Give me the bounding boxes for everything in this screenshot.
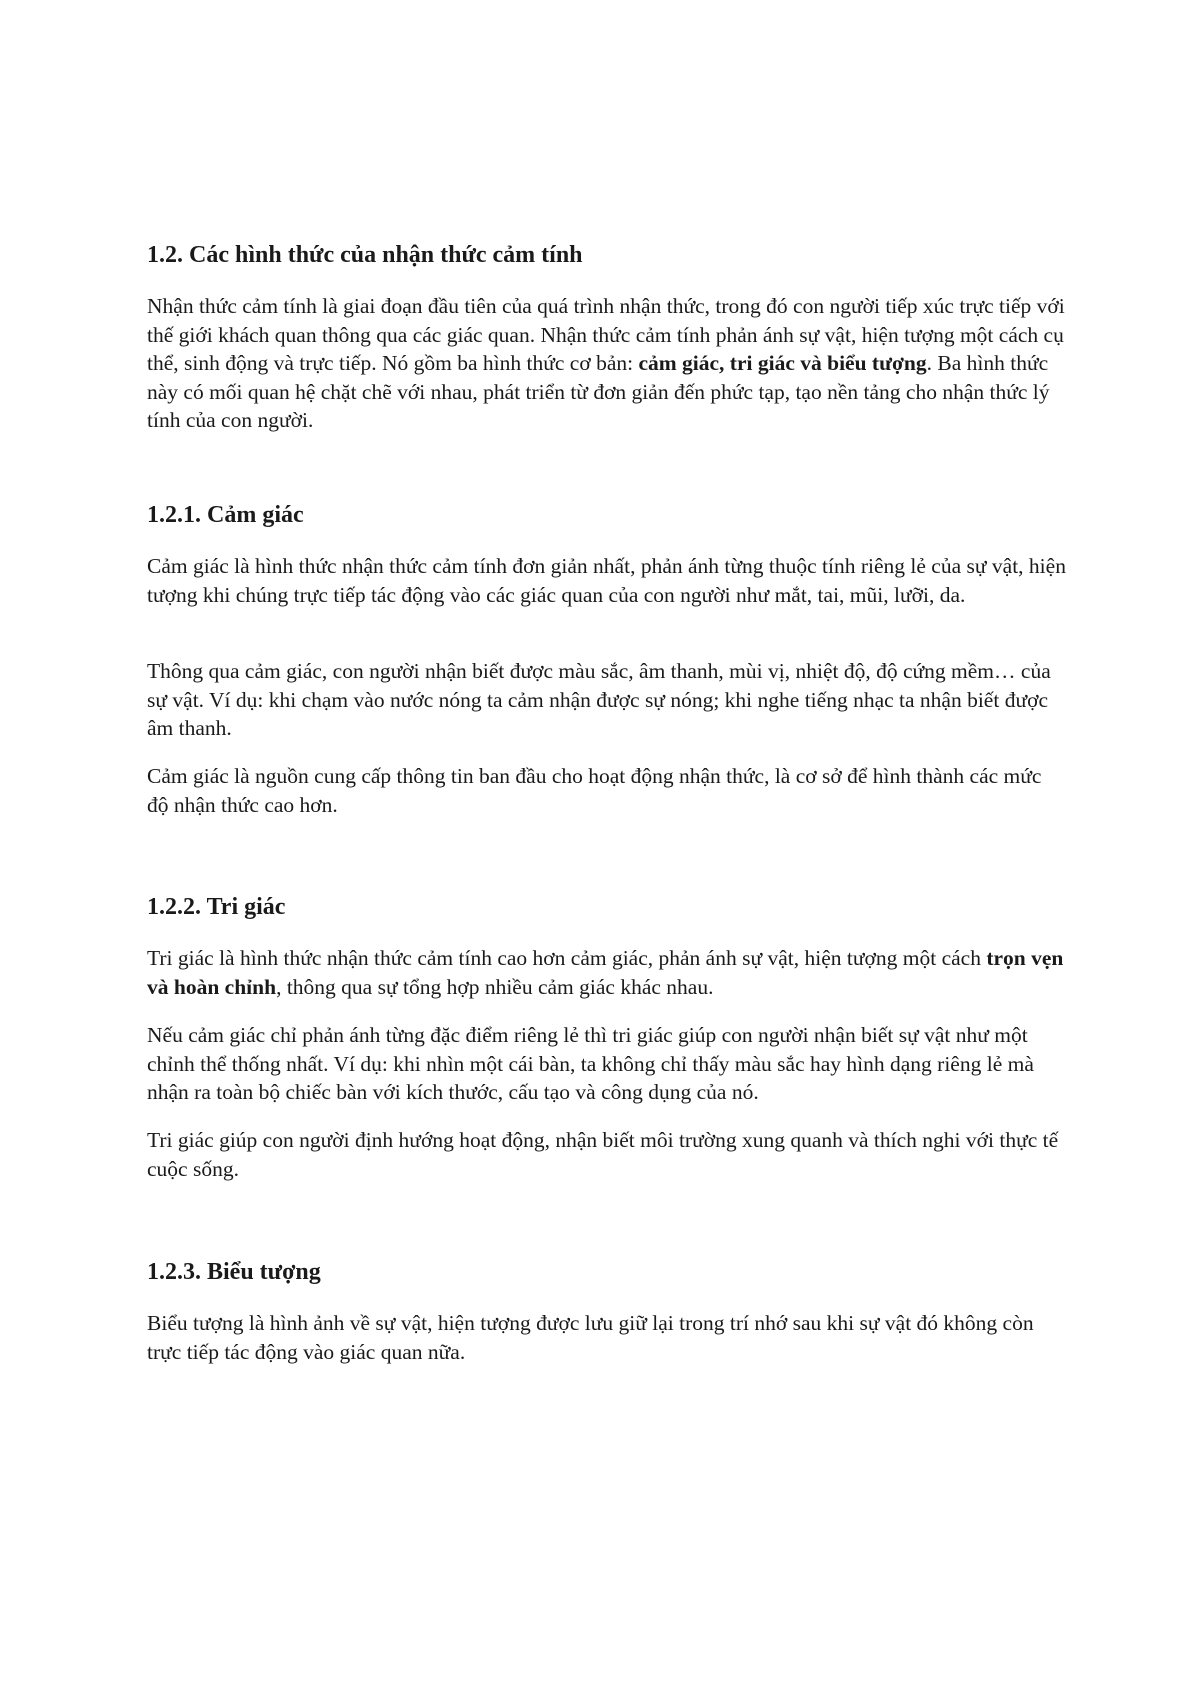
section-heading-1-2: 1.2. Các hình thức của nhận thức cảm tính	[147, 242, 583, 268]
paragraph: Nếu cảm giác chỉ phản ánh từng đặc điểm riêng lẻ thì tri giác giúp con người nhận biết sự vật như một chỉnh thể thống nhất. Ví dụ: khi nhìn một cái bàn, ta không chỉ thấy màu sắc hay hình dạng riêng lẻ mà nhận ra toàn bộ chiếc bàn với kích thước, cấu tạo và công dụng của nó.	[147, 1023, 1034, 1104]
paragraph-text: . Ba hình thức này có mối quan hệ chặt chẽ với nhau, phát triển từ đơn giản đến phức tạp, tạo nền tảng cho nhận thức lý tính của con người.	[147, 351, 1050, 432]
paragraph: Tri giác giúp con người định hướng hoạt động, nhận biết môi trường xung quanh và thích nghi với thực tế cuộc sống.	[147, 1128, 1059, 1181]
paragraph	[147, 944, 1067, 1001]
paragraph: Cảm giác là nguồn cung cấp thông tin ban đầu cho hoạt động nhận thức, là cơ sở để hình thành các mức độ nhận thức cao hơn.	[147, 764, 1042, 817]
paragraph	[147, 292, 1067, 435]
paragraph-text: Nhận thức cảm tính là giai đoạn đầu tiên của quá trình nhận thức, trong đó con người tiếp xúc trực tiếp với thế giới khách quan thông qua các giác quan. Nhận thức cảm tính phản ánh sự vật, hiện tượng một cách cụ thể, sinh động và trực tiếp. Nó gồm ba hình thức cơ bản:	[147, 294, 1065, 375]
paragraph-text: , thông qua sự tổng hợp nhiều cảm giác khác nhau.	[276, 974, 714, 999]
paragraph: Biểu tượng là hình ảnh về sự vật, hiện tượng được lưu giữ lại trong trí nhớ sau khi sự vật đó không còn trực tiếp tác động vào giác quan nữa.	[147, 1311, 1034, 1364]
section-heading-1-2-1: 1.2.1. Cảm giác	[147, 502, 304, 528]
section-heading-1-2-3: 1.2.3. Biểu tượng	[147, 1259, 321, 1285]
paragraph: Cảm giác là hình thức nhận thức cảm tính đơn giản nhất, phản ánh từng thuộc tính riêng lẻ của sự vật, hiện tượng khi chúng trực tiếp tác động vào các giác quan của con người như mắt, tai, mũi, lưỡi, da.	[147, 554, 1066, 607]
paragraph: Thông qua cảm giác, con người nhận biết được màu sắc, âm thanh, mùi vị, nhiệt độ, độ cứng mềm… của sự vật. Ví dụ: khi chạm vào nước nóng ta cảm nhận được sự nóng; khi nghe tiếng nhạc ta nhận biết được âm thanh.	[147, 659, 1051, 740]
section-heading-1-2-2: 1.2.2. Tri giác	[147, 894, 286, 920]
paragraph-text: Tri giác là hình thức nhận thức cảm tính cao hơn cảm giác, phản ánh sự vật, hiện tượng một cách	[147, 946, 987, 970]
paragraph-bold-text: cảm giác, tri giác và biểu tượng	[638, 351, 927, 375]
paragraph-bold-text: trọn vẹn và hoàn chỉnh	[147, 946, 1064, 999]
